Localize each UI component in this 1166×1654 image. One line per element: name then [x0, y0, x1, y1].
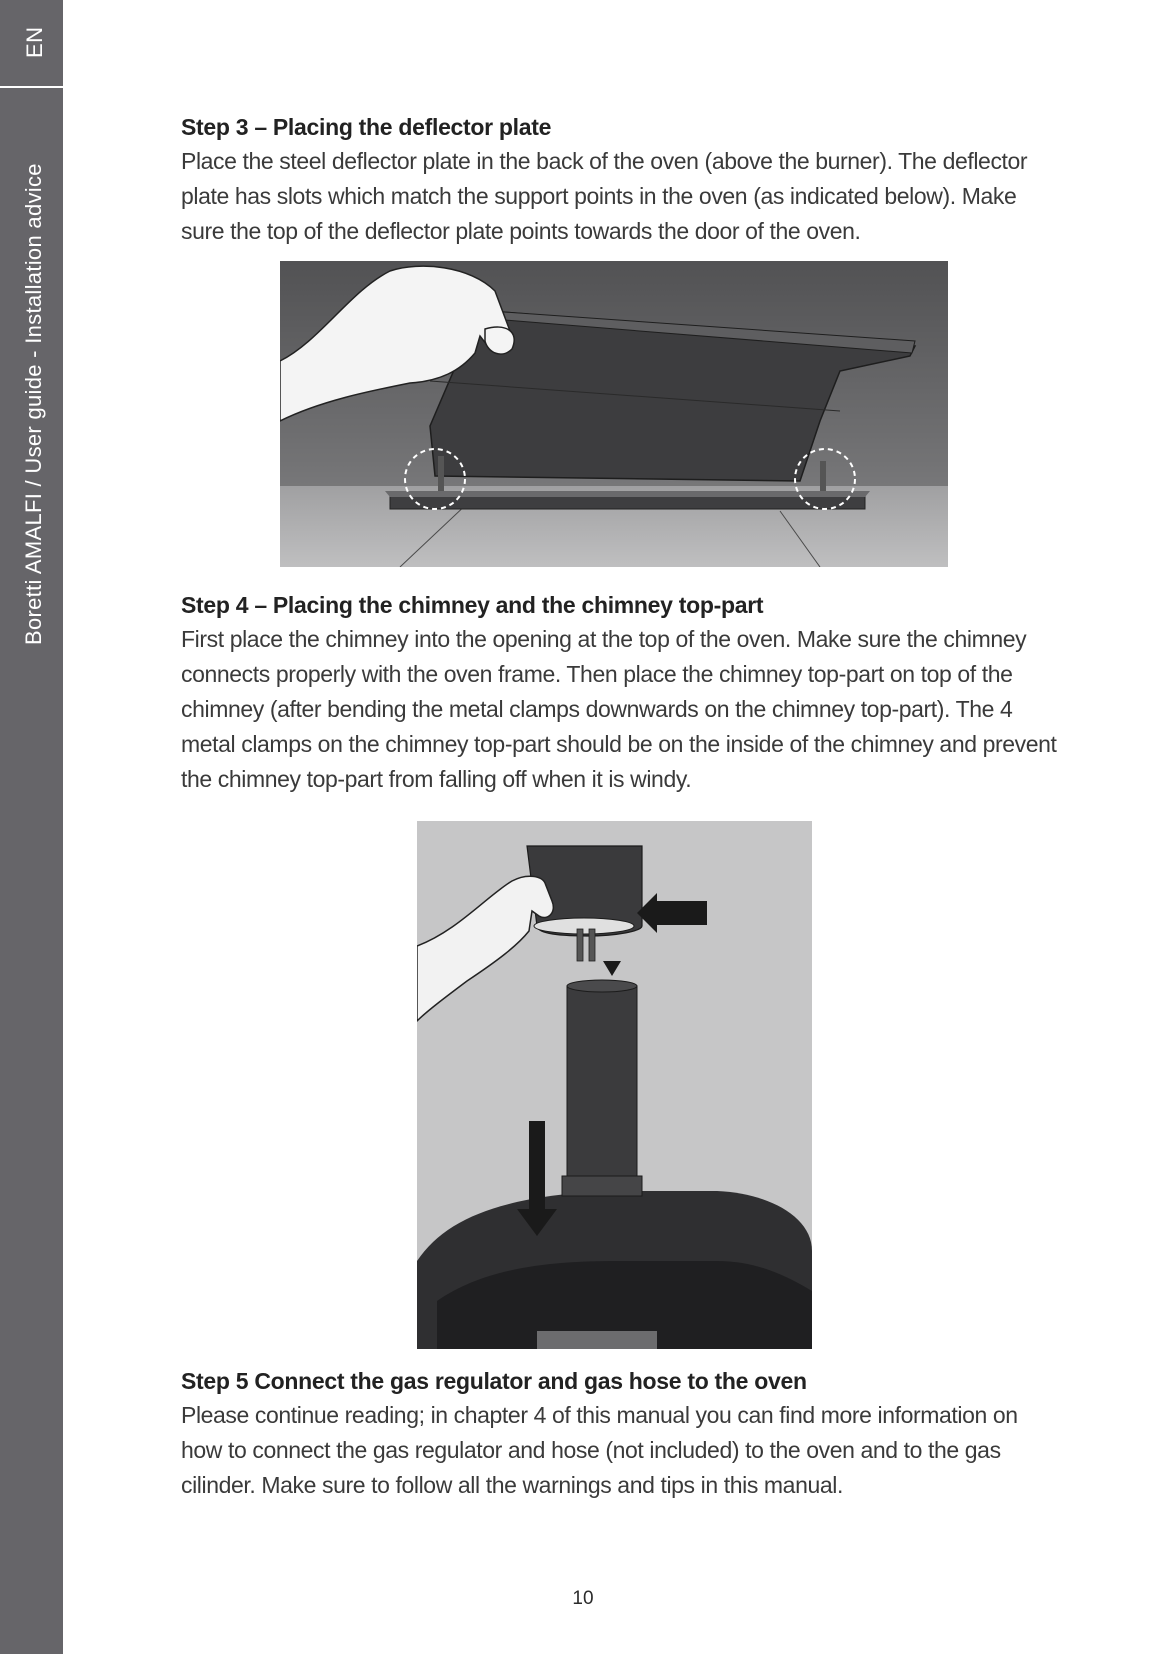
step-3-heading: Step 3 – Placing the deflector plate: [181, 114, 552, 140]
page-number: 10: [572, 1588, 594, 1609]
step-5-heading: Step 5 Connect the gas regulator and gas hose to the oven: [181, 1368, 807, 1394]
sidebar: [0, 0, 63, 1654]
step-4-text: First place the chimney into the opening at the top of the oven. Make sure the chimney connects properly with the oven frame. Then place the chimney top-part on top of the chimney (after bending the metal clamps downwards on the chimney top-part). The 4 metal clamps on the chimney top-part should be on the inside of the chimney and prevent the chimney top-part from falling off when it is windy.: [181, 626, 1057, 792]
step-4-section: [181, 588, 1061, 797]
chimney-illustration: [417, 821, 812, 1349]
document-title: Boretti AMALFI / User guide - Installation advice: [21, 163, 46, 645]
language-box: [0, 0, 63, 88]
step-3-text: Place the steel deflector plate in the back of the oven (above the burner). The deflector plate has slots which match the support points in the oven (as indicated below). Make sure the top of the deflector plate points towards the door of the oven.: [181, 148, 1028, 244]
step-5-text: Please continue reading; in chapter 4 of this manual you can find more information on how to connect the gas regulator and hose (not included) to the oven and to the gas cilinder. Make sure to follow all the warnings and tips in this manual.: [181, 1402, 1018, 1498]
step-3-section: [181, 110, 1061, 249]
deflector-plate-illustration: [280, 261, 948, 567]
step-5-section: [181, 1364, 1061, 1503]
step-4-heading: Step 4 – Placing the chimney and the chimney top-part: [181, 592, 764, 618]
language-label: EN: [22, 26, 47, 58]
